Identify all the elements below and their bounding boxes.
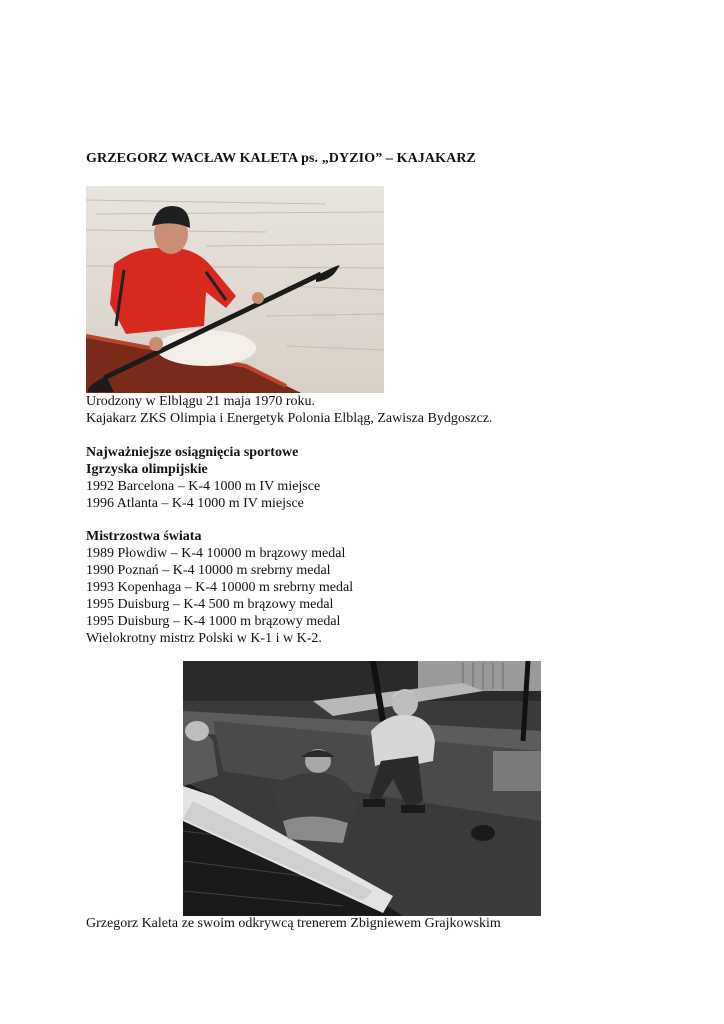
world-championships-note: Wielokrotny mistrz Polski w K-1 i w K-2. [86, 631, 322, 646]
olympics-item: 1996 Atlanta – K-4 1000 m IV miejsce [86, 496, 304, 511]
achievements-heading: Najważniejsze osiągnięcia sportowe [86, 445, 299, 460]
world-championships-item: 1989 Płowdiw – K-4 10000 m brązowy medal [86, 546, 346, 561]
olympics-heading: Igrzyska olimpijskie [86, 462, 208, 477]
photo-caption: Grzegorz Kaleta ze swoim odkrywcą trenerem Zbigniewem Grajkowskim [86, 916, 501, 931]
olympics-block [86, 444, 320, 512]
kayaker-photo-graphic [86, 186, 384, 393]
olympics-item: 1992 Barcelona – K-4 1000 m IV miejsce [86, 479, 321, 494]
world-championships-block [86, 528, 353, 647]
page-title: GRZEGORZ WACŁAW KALETA ps. „DYZIO” – KAJAKARZ [86, 151, 476, 166]
world-championships-item: 1995 Duisburg – K-4 500 m brązowy medal [86, 597, 334, 612]
world-championships-item: 1990 Poznań – K-4 10000 m srebrny medal [86, 563, 331, 578]
bio-block [86, 393, 492, 427]
world-championships-heading: Mistrzostwa świata [86, 529, 202, 544]
coach-photo [183, 661, 541, 916]
bio-line: Urodzony w Elblągu 21 maja 1970 roku. [86, 394, 316, 409]
kayaker-photo [86, 186, 384, 393]
world-championships-item: 1995 Duisburg – K-4 1000 m brązowy medal [86, 614, 341, 629]
bio-line: Kajakarz ZKS Olimpia i Energetyk Polonia Elbląg, Zawisza Bydgoszcz. [86, 411, 493, 426]
world-championships-item: 1993 Kopenhaga – K-4 10000 m srebrny medal [86, 580, 354, 595]
coach-photo-graphic [183, 661, 541, 916]
